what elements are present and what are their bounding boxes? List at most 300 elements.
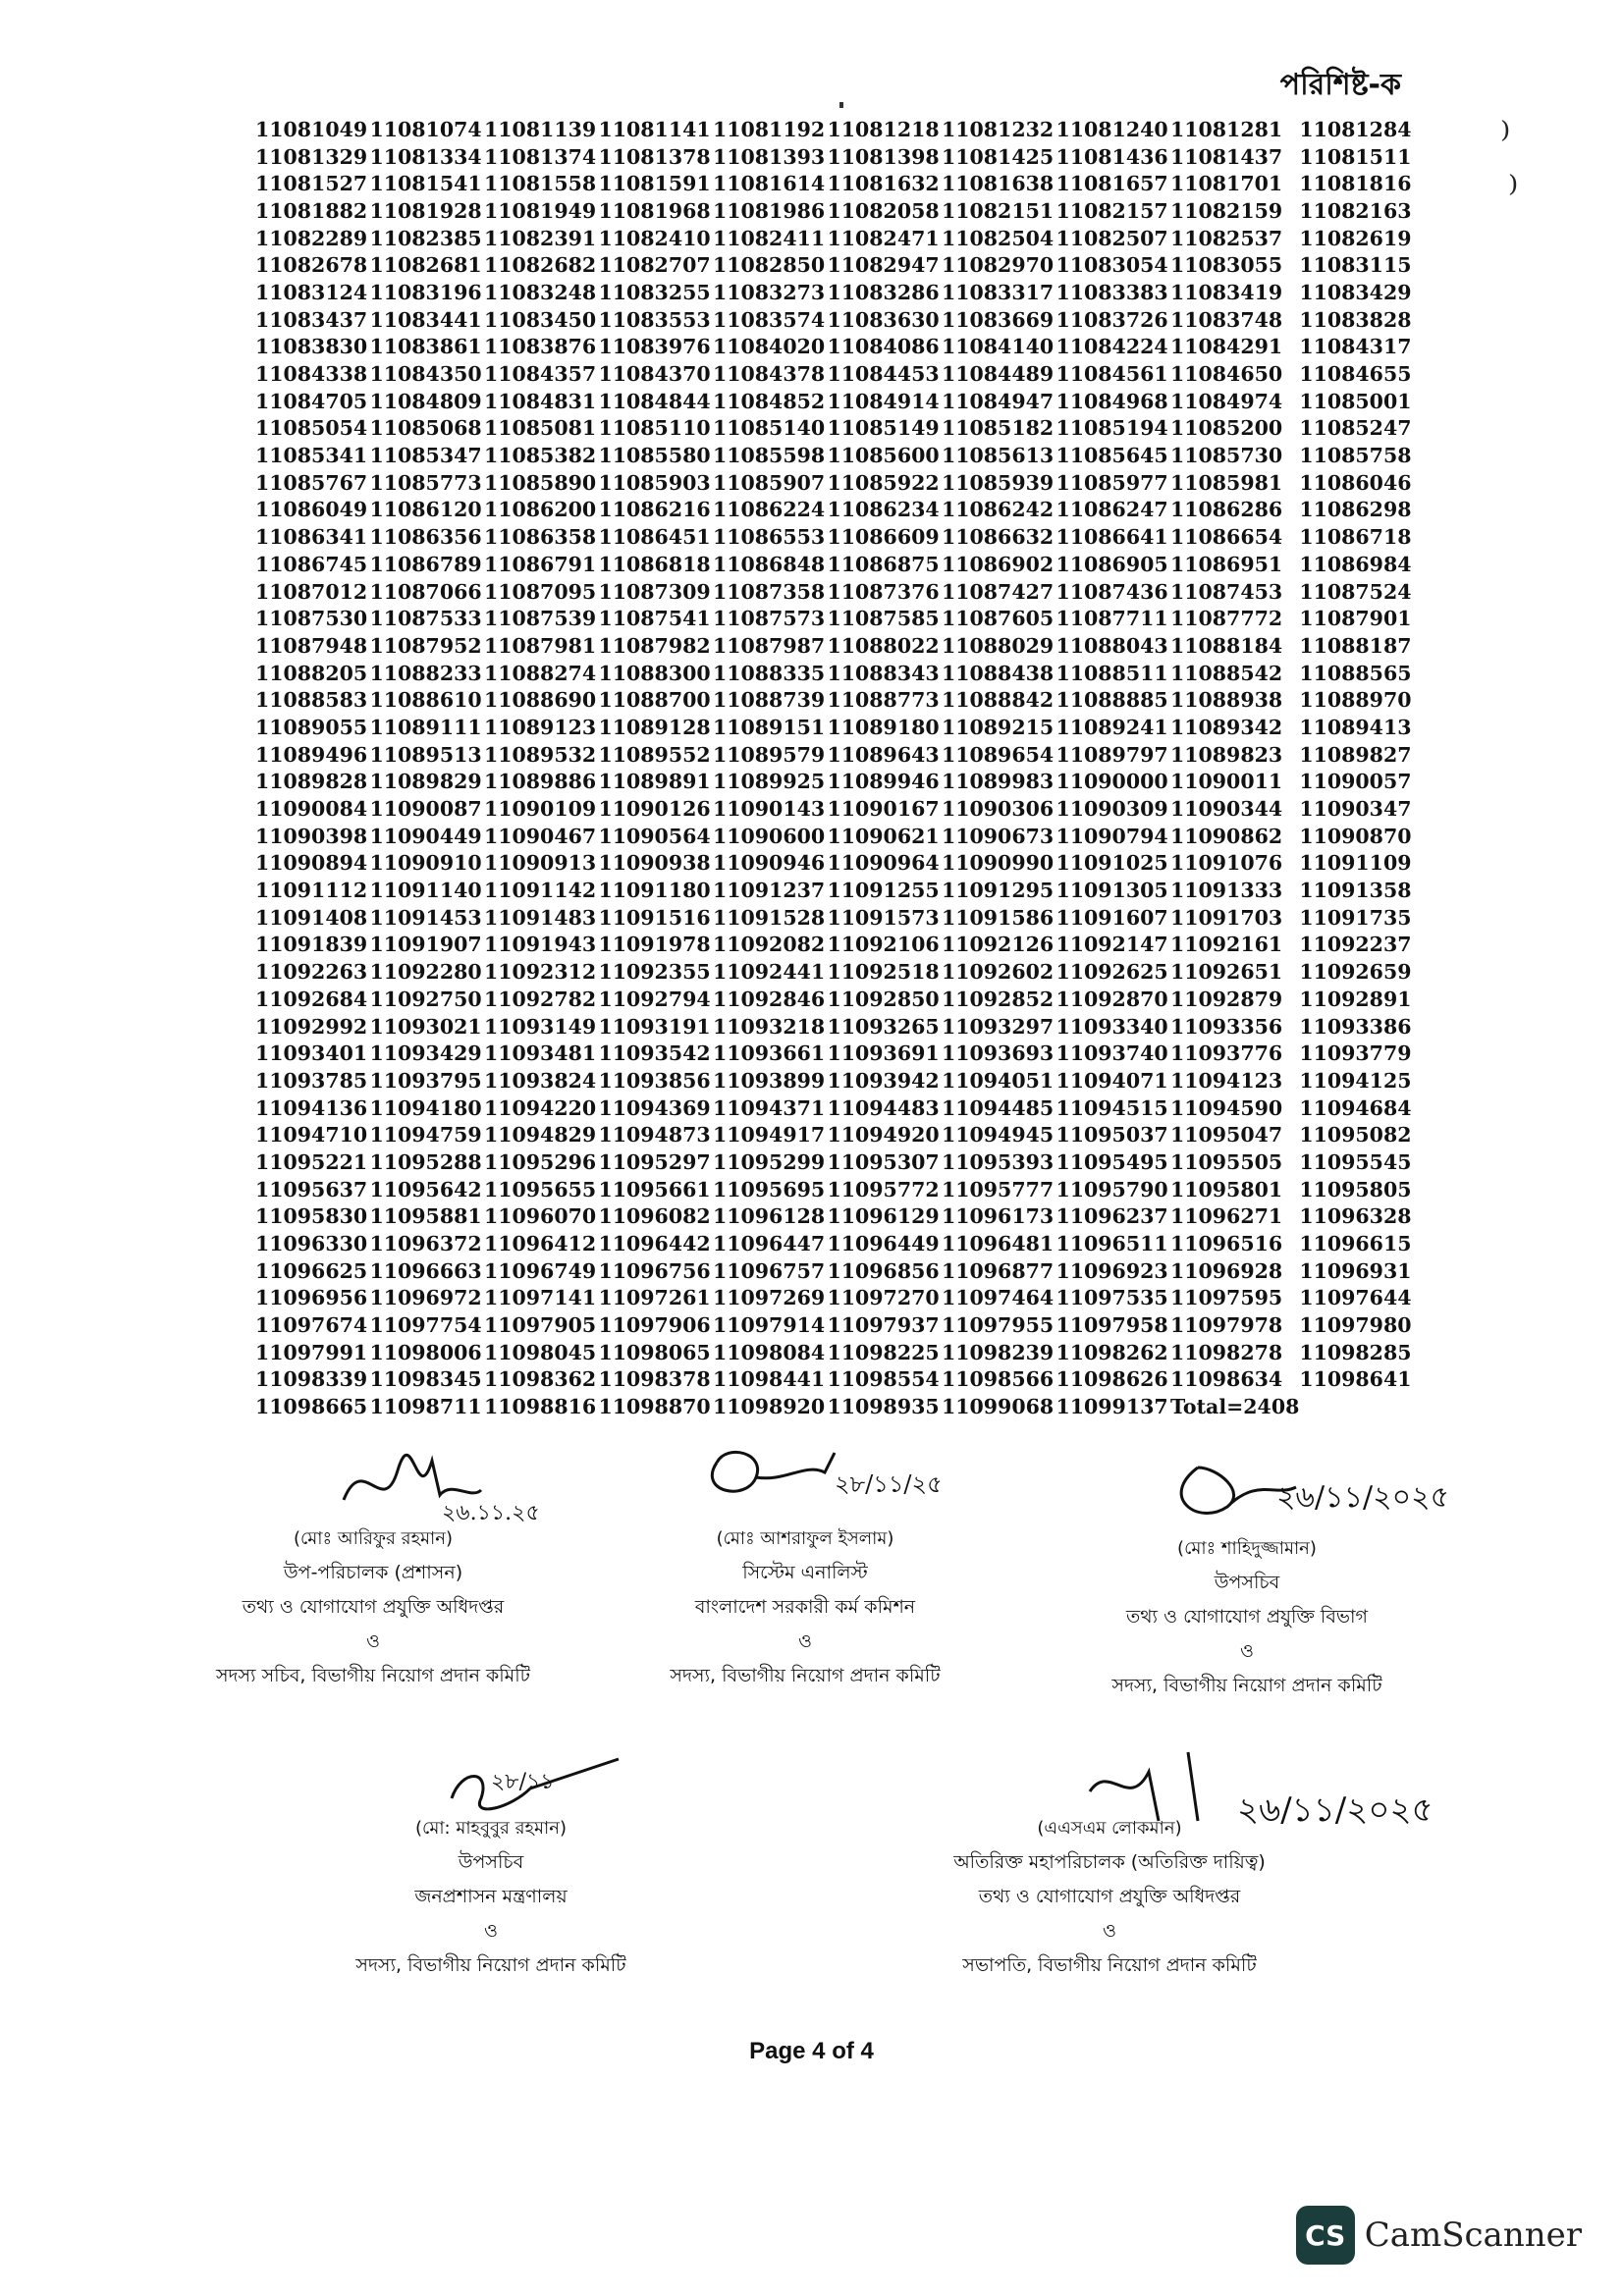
roll-number-cell: 11085598 [713,444,826,468]
roll-number-cell: 11084844 [598,389,711,413]
roll-number-cell: 11090862 [1170,824,1283,848]
roll-number-cell: 11093191 [598,1014,711,1039]
roll-number-cell: 11086745 [255,552,368,576]
roll-number-cell: 11081949 [484,198,597,223]
roll-number-cell: 11089532 [484,742,597,767]
roll-number-cell: 11097906 [598,1313,711,1338]
roll-number-cell: 11096328 [1299,1204,1412,1229]
roll-number-table-body [255,116,1414,1420]
roll-number-cell: 11094123 [1170,1068,1283,1093]
roll-number-cell: 11092850 [827,987,940,1011]
roll-number-cell: 11087012 [255,579,368,604]
roll-number-cell: 11085730 [1170,444,1283,468]
table-row [255,823,1414,850]
roll-number-cell: 11081541 [369,172,482,196]
roll-number-cell: 11085140 [713,416,826,441]
roll-number-cell: 11086216 [598,498,711,522]
roll-number-cell: 11081074 [369,117,482,141]
roll-number-cell: 11097914 [713,1313,826,1338]
roll-number-cell: 11091025 [1055,851,1168,876]
roll-number-cell: 11096412 [484,1232,597,1256]
roll-number-cell: 11095393 [942,1149,1055,1174]
roll-number-cell: 11086298 [1299,498,1412,522]
roll-number-cell: 11082678 [255,253,368,278]
roll-number-cell: 11083630 [827,307,940,332]
roll-number-cell: 11093776 [1170,1041,1283,1066]
roll-number-cell: 11086242 [942,498,1055,522]
roll-number-cell: 11092106 [827,933,940,957]
roll-number-cell: 11095830 [255,1204,368,1229]
roll-number-cell: 11096972 [369,1286,482,1310]
roll-number-cell: 11084291 [1170,335,1283,359]
roll-number-cell: 11096082 [598,1204,711,1229]
roll-number-cell: 11083976 [598,335,711,359]
table-row [255,523,1414,551]
roll-number-cell: 11086341 [255,525,368,550]
roll-number-cell: 11089829 [369,770,482,794]
roll-number-cell: 11088205 [255,661,368,685]
roll-number-cell: 11093779 [1299,1041,1412,1066]
roll-number-cell: 11093265 [827,1014,940,1039]
roll-number-cell: 11089513 [369,742,482,767]
table-row [255,1257,1414,1285]
roll-number-cell: 11087436 [1055,579,1168,604]
roll-number-cell: 11083669 [942,307,1055,332]
roll-number-cell: 11093297 [942,1014,1055,1039]
roll-number-cell: 11081425 [942,144,1055,169]
roll-number-cell: 11089579 [713,742,826,767]
roll-number-cell: 11085182 [942,416,1055,441]
roll-number-cell: 11084968 [1055,389,1168,413]
roll-number-cell: 11096372 [369,1232,482,1256]
roll-number-cell: 11085200 [1170,416,1283,441]
roll-number-cell: 11088610 [369,688,482,713]
roll-number-cell: 11091295 [942,879,1055,903]
roll-number-cell: 11086902 [942,552,1055,576]
signatory-block-3 [1041,1531,1453,1703]
roll-number-cell: 11098665 [255,1395,368,1419]
roll-number-cell: 11089643 [827,742,940,767]
roll-number-cell: 11084086 [827,335,940,359]
roll-number-cell: 11084020 [713,335,826,359]
roll-number-cell: 11090621 [827,824,940,848]
table-row [255,877,1414,904]
signatory-office: তথ্য ও যোগাযোগ প্রযুক্তি বিভাগ [1125,1606,1369,1628]
roll-number-cell: 11085068 [369,416,482,441]
roll-number-cell: 11087901 [1299,607,1412,631]
table-row [255,1285,1414,1312]
roll-number-cell: 11092280 [369,960,482,985]
roll-number-cell: 11084655 [1299,362,1412,387]
roll-number-cell: 11091453 [369,905,482,930]
roll-number-cell: 11096756 [598,1258,711,1283]
roll-number-cell: 11083383 [1055,280,1168,304]
roll-number-cell: 11083450 [484,307,597,332]
roll-number-cell: 11088690 [484,688,597,713]
roll-number-cell: 11085194 [1055,416,1168,441]
roll-number-cell: 11093542 [598,1041,711,1066]
roll-number-cell: 11095642 [369,1177,482,1201]
roll-number-cell: 11088274 [484,661,597,685]
roll-number-cell: 11095495 [1055,1149,1168,1174]
roll-number-cell: 11089654 [942,742,1055,767]
roll-number-cell: 11091142 [484,879,597,903]
signature-scribble [324,1441,579,1529]
roll-number-cell: 11096449 [827,1232,940,1256]
signatory-role: সদস্য, বিভাগীয় নিয়োগ প্রদান কমিটি [355,1954,626,1976]
roll-number-cell: 11089151 [713,715,826,739]
roll-number-cell: 11090894 [255,851,368,876]
roll-number-cell: 11088739 [713,688,826,713]
roll-number-cell: 11096129 [827,1204,940,1229]
roll-number-cell: 11085613 [942,444,1055,468]
roll-number-cell: 11088187 [1299,633,1412,658]
roll-number-cell: 11081986 [713,198,826,223]
roll-number-cell: 11082058 [827,198,940,223]
roll-number-cell: 11093481 [484,1041,597,1066]
roll-number-cell: 11093785 [255,1068,368,1093]
roll-number-cell: 11095772 [827,1177,940,1201]
roll-number-cell: 11090057 [1299,770,1412,794]
roll-number-cell: 11092263 [255,960,368,985]
roll-number-cell: 11089823 [1170,742,1283,767]
roll-number-cell: 11092126 [942,933,1055,957]
roll-number-cell: 11097991 [255,1340,368,1364]
roll-number-cell: 11097958 [1055,1313,1168,1338]
roll-number-cell: 11098441 [713,1367,826,1392]
roll-number-cell: 11093429 [369,1041,482,1066]
roll-number-cell: 11096625 [255,1258,368,1283]
roll-number-cell: 11081614 [713,172,826,196]
roll-number-cell: 11098345 [369,1367,482,1392]
roll-number-cell: 11096856 [827,1258,940,1283]
roll-number-cell: 11081816 [1299,172,1412,196]
roll-number-cell: 11092625 [1055,960,1168,985]
roll-number-cell: 11088773 [827,688,940,713]
roll-number-cell: 11096128 [713,1204,826,1229]
roll-number-cell: 11085981 [1170,470,1283,495]
signature-date: ২৬/১১/২০২৫ [1237,1790,1434,1830]
roll-number-cell: 11081398 [827,144,940,169]
roll-number-cell: 11094515 [1055,1095,1168,1120]
roll-number-cell: 11090467 [484,824,597,848]
roll-number-cell: 11096956 [255,1286,368,1310]
roll-number-cell: 11082507 [1055,226,1168,250]
roll-number-cell: 11088970 [1299,688,1412,713]
roll-number-cell: 11087948 [255,633,368,658]
roll-number-cell: 11092312 [484,960,597,985]
roll-number-cell: 11098920 [713,1395,826,1419]
roll-number-cell: 11089552 [598,742,711,767]
roll-number-cell: 11086791 [484,552,597,576]
roll-number-cell: 11094829 [484,1123,597,1148]
signature-date: ২৬/১১/২০২৫ [1276,1480,1450,1515]
roll-number-cell: 11083429 [1299,280,1412,304]
roll-number-cell: 11085903 [598,470,711,495]
roll-number-cell: 11091528 [713,905,826,930]
roll-number-cell: 11094920 [827,1123,940,1148]
roll-number-cell: 11088300 [598,661,711,685]
roll-number-cell: 11093401 [255,1041,368,1066]
roll-number-cell: 11090309 [1055,797,1168,822]
roll-number-cell: 11088184 [1170,633,1283,658]
roll-number-cell: 11083830 [255,335,368,359]
roll-number-cell: 11081968 [598,198,711,223]
roll-number-cell: 11081192 [713,117,826,141]
roll-number-cell: 11084852 [713,389,826,413]
roll-number-cell: 11087453 [1170,579,1283,604]
roll-number-cell: 11095307 [827,1149,940,1174]
roll-number-cell: 11085081 [484,416,597,441]
roll-number-cell: 11095695 [713,1177,826,1201]
total-count: Total=2408 [1170,1395,1300,1419]
roll-number-cell: 11092846 [713,987,826,1011]
roll-number-cell: 11085110 [598,416,711,441]
roll-number-cell: 11086049 [255,498,368,522]
roll-number-cell: 11085054 [255,416,368,441]
roll-number-cell: 11096877 [942,1258,1055,1283]
table-row [255,170,1414,197]
roll-number-cell: 11083055 [1170,253,1283,278]
table-row [255,1067,1414,1095]
table-row [255,932,1414,959]
roll-number-cell: 11095221 [255,1149,368,1174]
roll-number-cell: 11097905 [484,1313,597,1338]
roll-number-cell: 11091112 [255,879,368,903]
roll-number-cell: 11083115 [1299,253,1412,278]
roll-number-cell: 11095082 [1299,1123,1412,1148]
roll-number-cell: 11090946 [713,851,826,876]
roll-number-cell: 11087539 [484,607,597,631]
roll-number-cell: 11082471 [827,226,940,250]
signatory-conjunction: ও [1240,1640,1254,1662]
roll-number-cell: 11093691 [827,1041,940,1066]
roll-number-cell: 11095805 [1299,1177,1412,1201]
roll-number-cell: 11082504 [942,226,1055,250]
roll-number-cell: 11092750 [369,987,482,1011]
roll-number-cell: 11092441 [713,960,826,985]
roll-number-cell: 11097644 [1299,1286,1412,1310]
roll-number-cell: 11081378 [598,144,711,169]
page-number: Page 4 of 4 [749,2038,874,2064]
roll-number-cell: 11093824 [484,1068,597,1093]
roll-number-cell: 11093149 [484,1014,597,1039]
roll-number-cell: 11083248 [484,280,597,304]
table-row [255,388,1414,415]
signatory-conjunction: ও [366,1630,380,1652]
roll-number-cell: 11081437 [1170,144,1283,169]
roll-number-cell: 11086120 [369,498,482,522]
roll-number-cell: 11090126 [598,797,711,822]
roll-number-cell: 11081701 [1170,172,1283,196]
roll-number-cell: 11088885 [1055,688,1168,713]
table-row [255,714,1414,741]
roll-number-cell: 11082391 [484,226,597,250]
roll-number-cell: 11092161 [1170,933,1283,957]
roll-number-cell: 11086234 [827,498,940,522]
roll-number-cell: 11085580 [598,444,711,468]
table-row [255,143,1414,171]
roll-number-cell: 11084650 [1170,362,1283,387]
roll-number-cell: 11086905 [1055,552,1168,576]
roll-number-cell: 11084378 [713,362,826,387]
roll-number-cell: 11084914 [827,389,940,413]
signatory-designation: সিস্টেম এনালিস্ট [742,1562,868,1583]
roll-number-cell: 11096663 [369,1258,482,1283]
roll-number-cell: 11090913 [484,851,597,876]
roll-number-cell: 11085773 [369,470,482,495]
roll-number-cell: 11090087 [369,797,482,822]
roll-number-cell: 11082681 [369,253,482,278]
table-row [255,686,1414,714]
roll-number-cell: 11088511 [1055,661,1168,685]
roll-number-cell: 11086609 [827,525,940,550]
page-header-title: পরিশিষ্ট-ক [1279,68,1401,102]
roll-number-cell: 11096923 [1055,1258,1168,1283]
roll-number-cell: 11093795 [369,1068,482,1093]
roll-number-cell: 11085645 [1055,444,1168,468]
roll-number-cell: 11082385 [369,226,482,250]
roll-number-cell: 11098239 [942,1340,1055,1364]
roll-number-cell: 11091978 [598,933,711,957]
signatory-role: সদস্য সচিব, বিভাগীয় নিয়োগ প্রদান কমিটি [215,1665,531,1686]
roll-number-cell: 11098006 [369,1340,482,1364]
roll-number-cell: 11098935 [827,1395,940,1419]
table-row [255,1203,1414,1231]
roll-number-cell: 11085247 [1299,416,1412,441]
roll-number-cell: 11088233 [369,661,482,685]
roll-number-cell: 11097141 [484,1286,597,1310]
table-row [255,1366,1414,1394]
roll-number-cell: 11093942 [827,1068,940,1093]
roll-number-cell: 11094125 [1299,1068,1412,1093]
camscanner-logo-icon: CS [1296,2206,1355,2265]
roll-number-cell: 11098566 [942,1367,1055,1392]
roll-number-cell: 11087981 [484,633,597,658]
signature-date: ২৮/১১ [491,1770,555,1794]
table-row [255,958,1414,986]
roll-number-cell: 11092891 [1299,987,1412,1011]
roll-number-cell: 11082289 [255,226,368,250]
roll-number-cell: 11096511 [1055,1232,1168,1256]
roll-number-cell: 11085001 [1299,389,1412,413]
roll-number-cell: 11087772 [1170,607,1283,631]
roll-number-cell: 11086200 [484,498,597,522]
roll-number-cell: 11085767 [255,470,368,495]
roll-number-cell: 11088565 [1299,661,1412,685]
roll-number-cell: 11098362 [484,1367,597,1392]
roll-number-cell: 11097269 [713,1286,826,1310]
roll-number-cell: 11095297 [598,1149,711,1174]
roll-number-cell: 11081284 [1299,117,1412,141]
roll-number-cell: 11092355 [598,960,711,985]
roll-number-cell: 11092082 [713,933,826,957]
roll-number-cell: 11087987 [713,633,826,658]
roll-number-cell: 11082410 [598,226,711,250]
roll-number-cell: 11087605 [942,607,1055,631]
roll-number-cell: 11087533 [369,607,482,631]
roll-number-cell: 11081511 [1299,144,1412,169]
roll-number-cell: 11081436 [1055,144,1168,169]
signatory-block-2 [619,1522,992,1693]
roll-number-cell: 11089983 [942,770,1055,794]
signatory-conjunction: ও [1103,1920,1116,1942]
roll-number-cell: 11083574 [713,307,826,332]
roll-number-cell: 11098278 [1170,1340,1283,1364]
roll-number-cell: 11087427 [942,579,1055,604]
roll-number-cell: 11084974 [1170,389,1283,413]
roll-number-cell: 11089946 [827,770,940,794]
roll-number-cell: 11085907 [713,470,826,495]
roll-number-cell: 11091607 [1055,905,1168,930]
signatory-office: তথ্য ও যোগাযোগ প্রযুক্তি অধিদপ্তর [242,1596,505,1618]
signatory-designation: উপসচিব [458,1851,524,1873]
roll-number-cell: 11090306 [942,797,1055,822]
roll-number-cell: 11084370 [598,362,711,387]
roll-number-cell: 11097674 [255,1313,368,1338]
roll-number-cell: 11092518 [827,960,940,985]
roll-number-cell: 11097978 [1170,1313,1283,1338]
roll-number-cell: 11099137 [1055,1395,1168,1419]
signatory-designation: উপসচিব [1214,1572,1280,1593]
roll-number-cell: 11091076 [1170,851,1283,876]
roll-number-cell: 11083317 [942,280,1055,304]
roll-number-cell: 11095777 [942,1177,1055,1201]
roll-number-cell: 11085341 [255,444,368,468]
roll-number-cell: 11095790 [1055,1177,1168,1201]
roll-number-cell: 11081657 [1055,172,1168,196]
roll-number-cell: 11085600 [827,444,940,468]
signatory-block-1 [157,1522,589,1693]
table-row [255,986,1414,1013]
roll-number-cell: 11086951 [1170,552,1283,576]
roll-number-cell: 11088438 [942,661,1055,685]
roll-number-cell: 11084338 [255,362,368,387]
roll-number-cell: 11084350 [369,362,482,387]
roll-number-cell: 11098045 [484,1340,597,1364]
roll-number-cell: 11090794 [1055,824,1168,848]
roll-number-cell: 11091180 [598,879,711,903]
roll-number-cell: 11094945 [942,1123,1055,1148]
table-row [255,1311,1414,1339]
roll-number-cell: 11095545 [1299,1149,1412,1174]
roll-number-cell: 11095296 [484,1149,597,1174]
roll-number-cell: 11093856 [598,1068,711,1093]
roll-number-cell: 11098065 [598,1340,711,1364]
roll-number-cell: 11094917 [713,1123,826,1148]
roll-number-cell: 11094071 [1055,1068,1168,1093]
roll-number-cell: 11097980 [1299,1313,1412,1338]
roll-number-cell: 11084224 [1055,335,1168,359]
roll-number-cell: 11096070 [484,1204,597,1229]
roll-number-cell: 11081374 [484,144,597,169]
roll-number-cell: 11085382 [484,444,597,468]
roll-number-cell: 11094684 [1299,1095,1412,1120]
roll-number-cell: 11091140 [369,879,482,903]
roll-number-cell: 11084947 [942,389,1055,413]
roll-number-cell: 11098634 [1170,1367,1283,1392]
table-row [255,251,1414,279]
roll-number-cell: 11083553 [598,307,711,332]
roll-number-cell: 11089123 [484,715,597,739]
roll-number-cell: 11085758 [1299,444,1412,468]
table-row [255,1121,1414,1148]
roll-number-cell: 11096173 [942,1204,1055,1229]
roll-number-cell: 11081232 [942,117,1055,141]
roll-number-cell: 11083861 [369,335,482,359]
roll-number-cell: 11098816 [484,1395,597,1419]
roll-number-cell: 11092684 [255,987,368,1011]
